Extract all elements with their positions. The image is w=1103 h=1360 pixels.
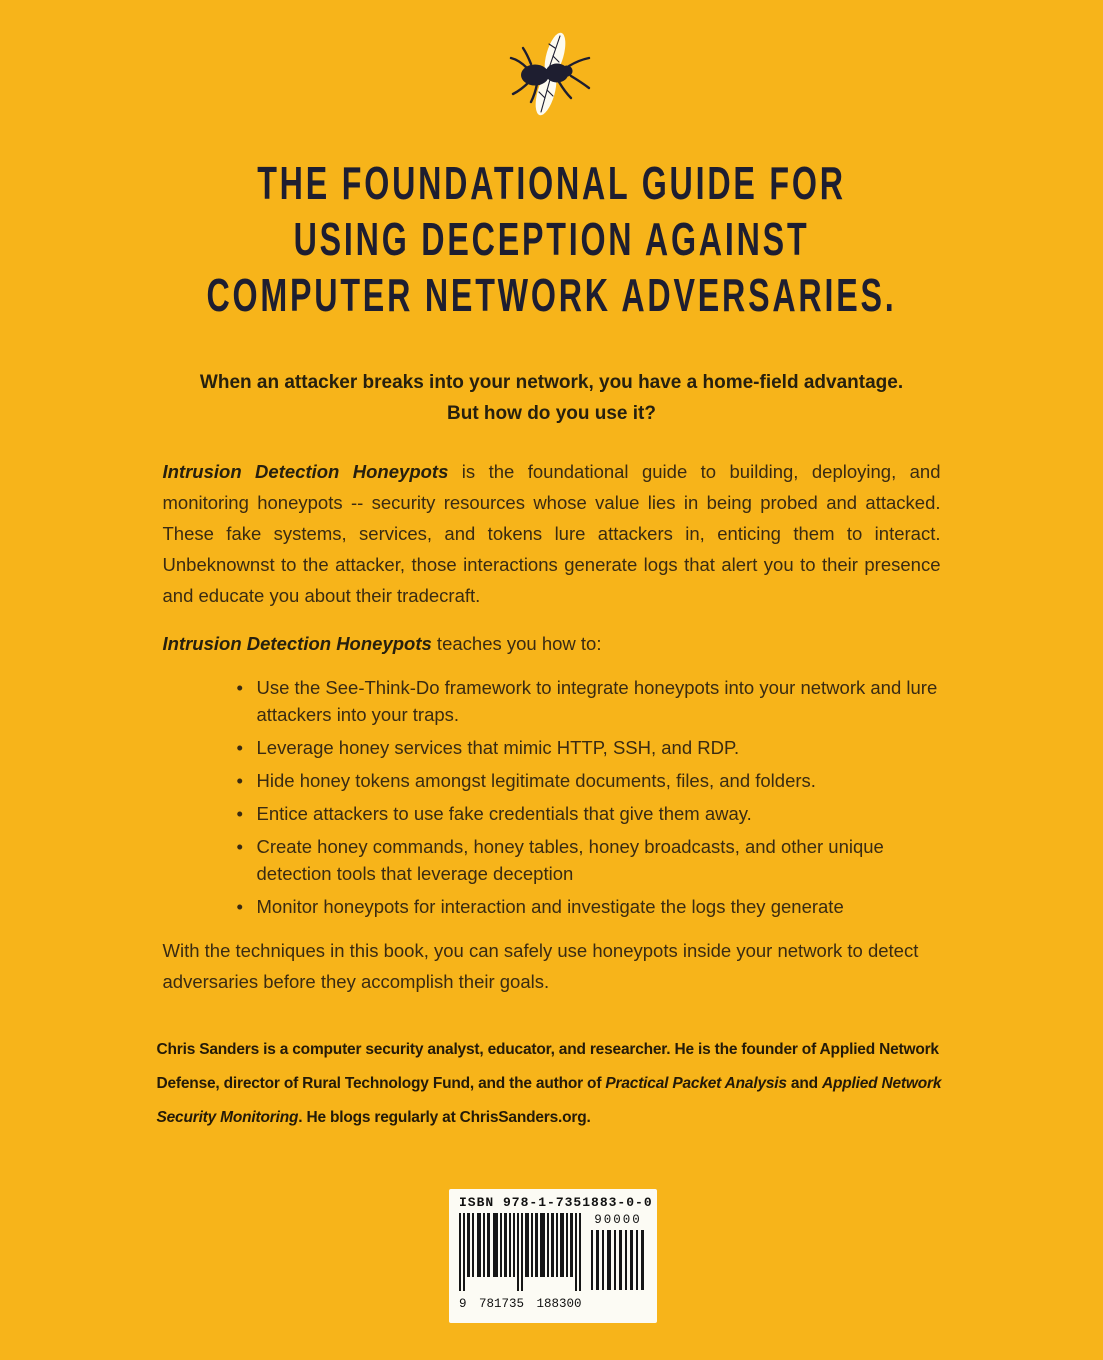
- price-code: 90000: [594, 1213, 642, 1227]
- subhead-line-1: When an attacker breaks into your network, you have a home-field advantage.: [199, 372, 904, 393]
- bullet-item: • Hide honey tokens amongst legitimate documents, files, and folders.: [237, 767, 941, 794]
- book-title: Intrusion Detection Honeypots: [162, 461, 449, 482]
- teaches-line: [163, 628, 941, 659]
- bullet-item: • Use the See-Think-Do framework to integrate honeypots into your network and lure attackers into your traps.: [237, 674, 941, 728]
- subhead-line-2: But how do you use it?: [447, 403, 656, 424]
- bio-text: . He blogs regularly at ChrisSanders.org.: [298, 1109, 591, 1126]
- closing-paragraph: With the techniques in this book, you can safely use honeypots inside your network to detect adversaries before they accomplish their goals.: [162, 940, 919, 992]
- headline-line-2: USING DECEPTION AGAINST: [293, 213, 810, 265]
- bullet-item: • Leverage honey services that mimic HTTP, SSH, and RDP.: [237, 734, 941, 761]
- author-bio: [157, 1033, 949, 1135]
- ean-barcode-icon: [459, 1213, 581, 1291]
- barcode-panel: [449, 1189, 657, 1323]
- price-supplement-barcode: [589, 1213, 647, 1311]
- isbn-label: ISBN 978-1-7351883-0-0: [459, 1195, 653, 1210]
- intro-paragraph: [163, 456, 941, 611]
- bullet-item: • Entice attackers to use fake credentials that give them away.: [237, 800, 941, 827]
- bullet-list: [163, 674, 941, 920]
- ean-barcode: [459, 1213, 583, 1311]
- bullet-item: • Create honey commands, honey tables, honey broadcasts, and other unique detection tools that leverage deception: [237, 833, 941, 887]
- bio-text: and: [786, 1075, 822, 1092]
- ant-icon: [497, 32, 607, 116]
- book-title-italic: Applied Network Security Monitoring: [156, 1075, 942, 1126]
- teaches-text: teaches you how to:: [431, 633, 602, 654]
- body-copy: [156, 456, 942, 1135]
- ean-number: 9 781735 188300: [459, 1297, 582, 1311]
- headline: [165, 155, 937, 323]
- ant-icon-wrap: [0, 0, 1103, 121]
- bullet-item: • Monitor honeypots for interaction and investigate the logs they generate: [237, 893, 941, 920]
- subhead: [0, 367, 1103, 429]
- bio-text: Chris Sanders is a computer security analyst, educator, and researcher. He is the founder of Applied Network Defense, director of Rural Technology Fund, and the author of: [156, 1041, 939, 1092]
- supplement-barcode-icon: [591, 1230, 645, 1290]
- intro-text: is the foundational guide to building, deploying, and monitoring honeypots -- security resources whose value lies in being probed and attacked. These fake systems, services, and tokens lure attackers in, enticing them to interact. Unbeknownst to the attacker, those interactions generate logs that alert you to their presence and educate you about their tradecraft.: [162, 461, 941, 606]
- headline-line-1: THE FOUNDATIONAL GUIDE FOR: [257, 157, 846, 209]
- barcode-row: [459, 1213, 647, 1311]
- book-title-italic: Practical Packet Analysis: [605, 1075, 787, 1092]
- headline-line-3: COMPUTER NETWORK ADVERSARIES.: [206, 269, 897, 321]
- book-title: Intrusion Detection Honeypots: [162, 633, 432, 654]
